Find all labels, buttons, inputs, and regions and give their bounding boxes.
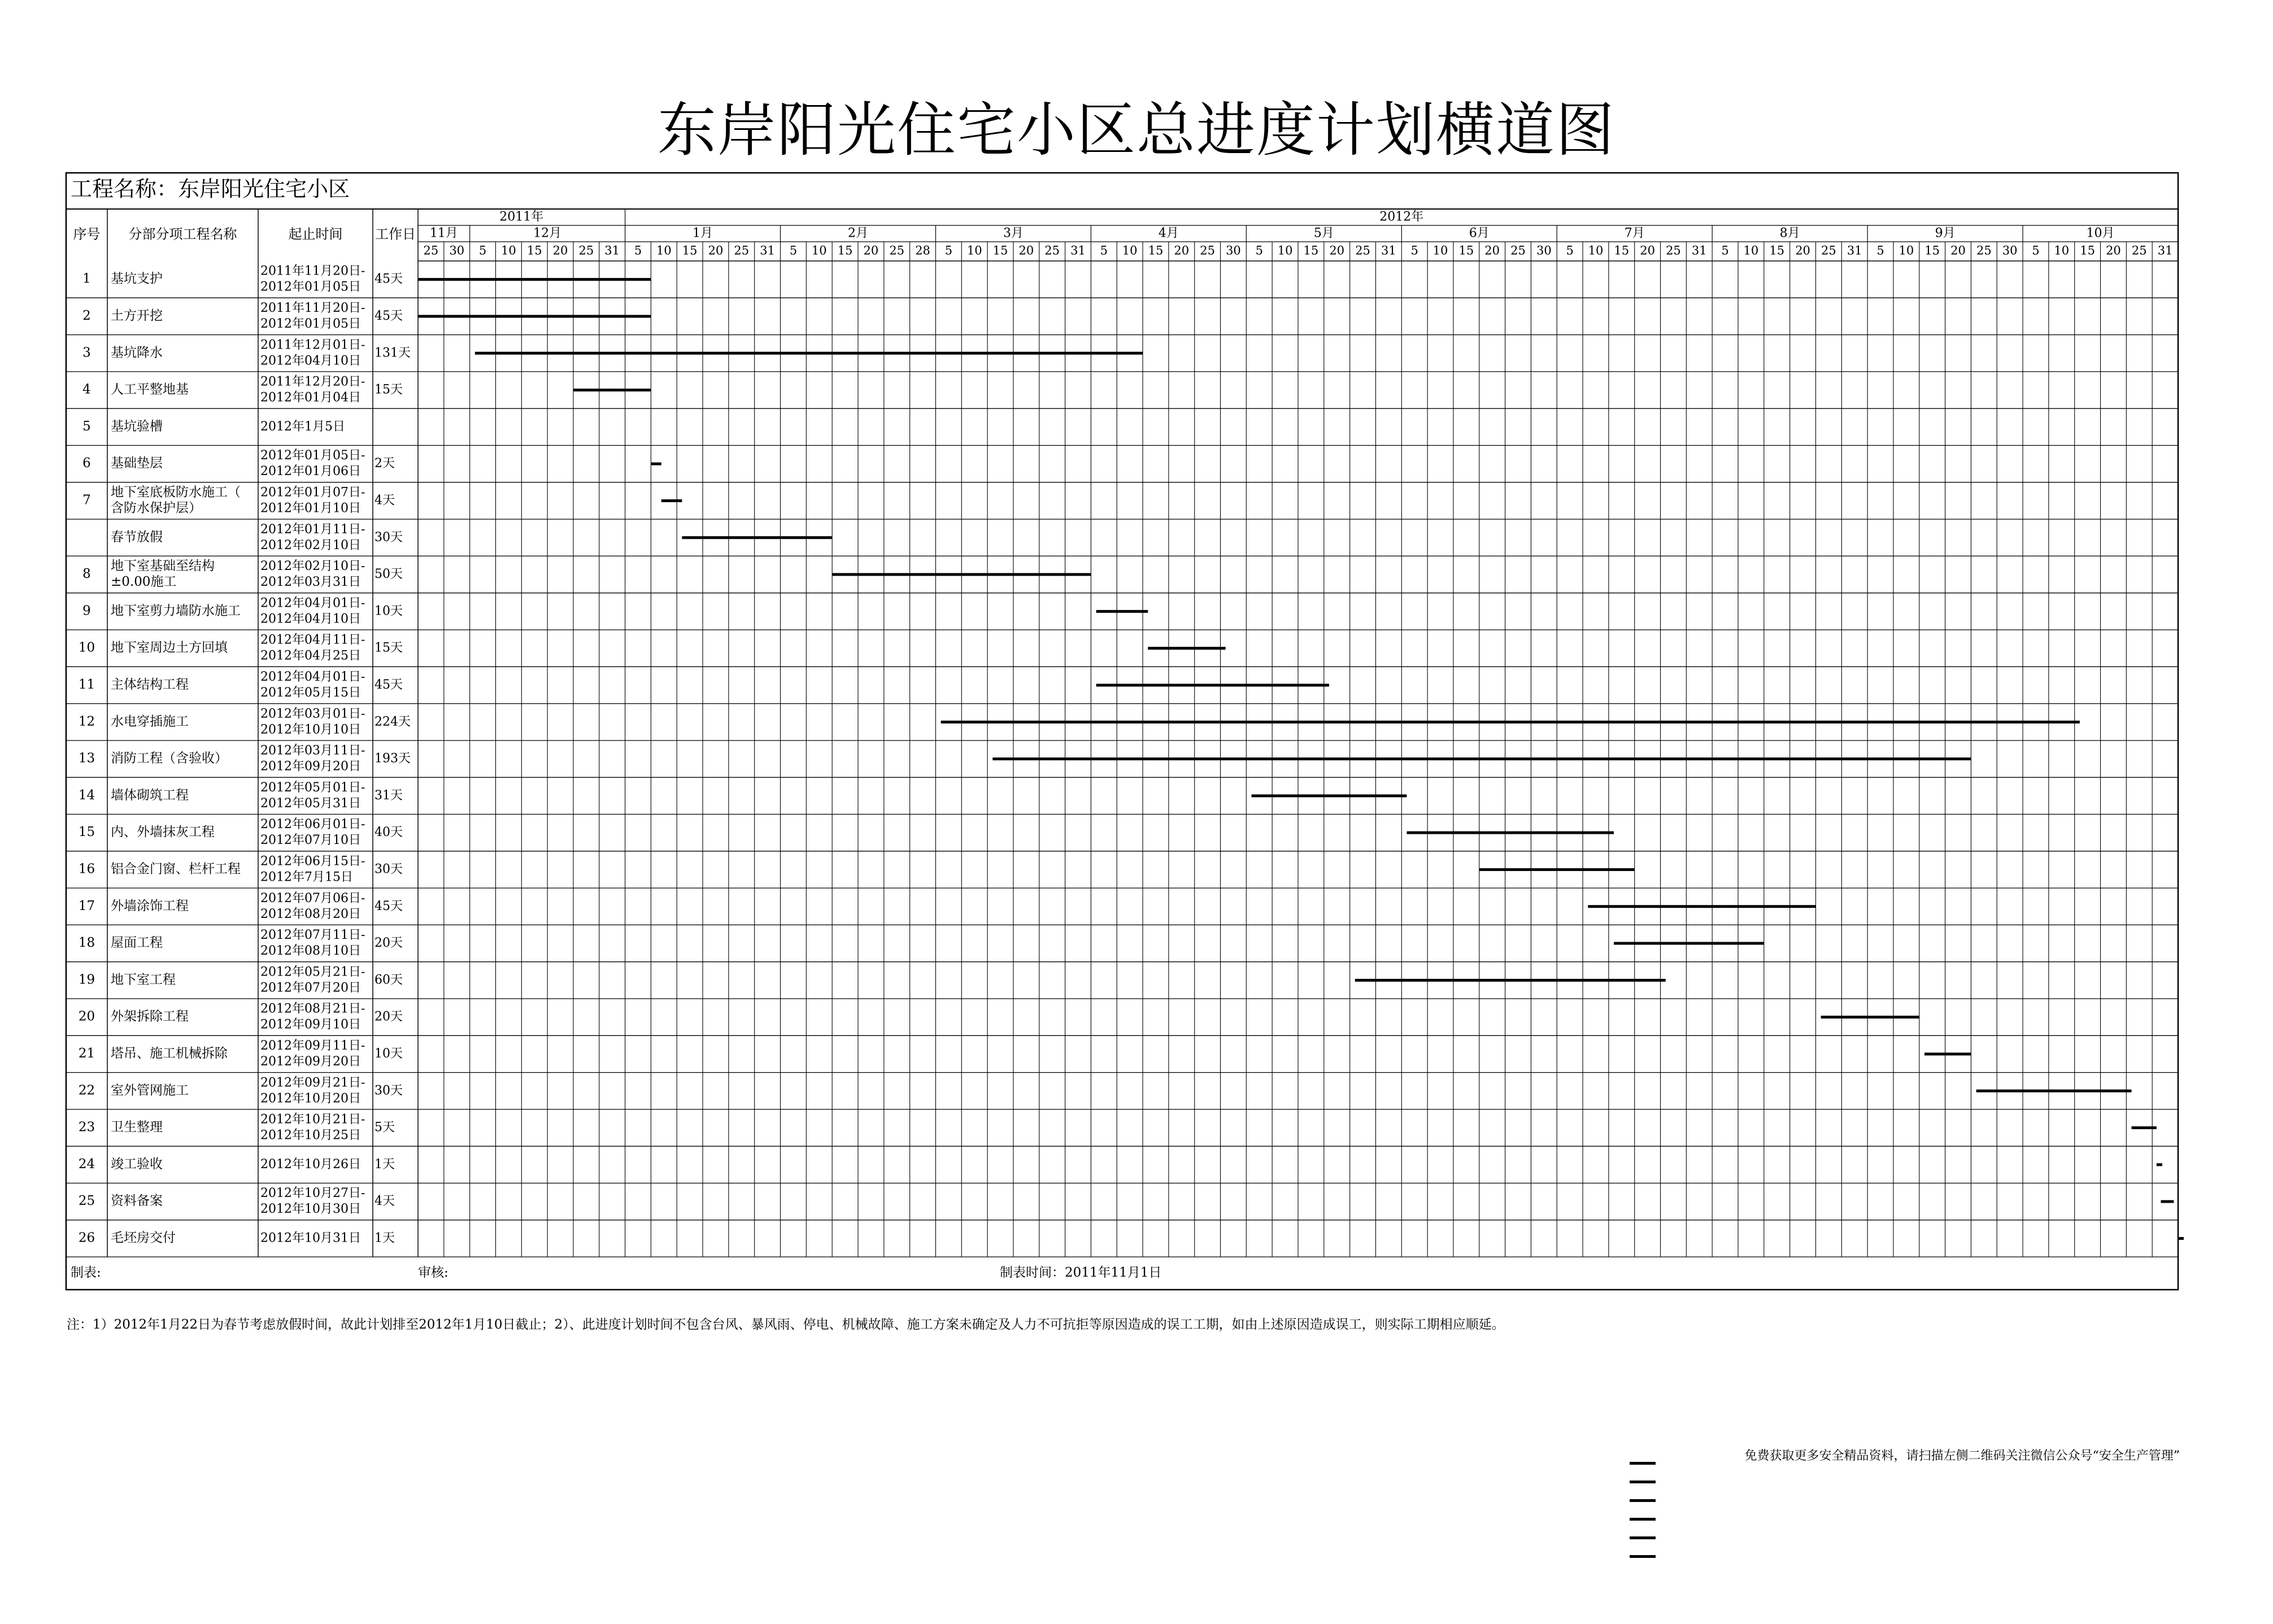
day-tick-label: 10	[1432, 243, 1448, 258]
day-tick-label: 31	[1070, 243, 1086, 258]
task-seq: 23	[78, 1120, 95, 1135]
task-duration: 1天	[375, 1157, 395, 1172]
task-date: 2012年10月25日	[260, 1128, 361, 1143]
month-label: 8月	[1779, 226, 1800, 241]
task-date: 2012年03月11日-	[260, 743, 365, 758]
day-tick-label: 25	[1510, 243, 1526, 258]
task-duration: 2天	[375, 456, 395, 471]
task-seq: 13	[78, 751, 95, 766]
header-time: 起止时间	[288, 226, 343, 242]
task-seq: 18	[78, 935, 95, 951]
month-label: 11月	[429, 226, 458, 241]
task-date: 2012年10月20日	[260, 1091, 361, 1106]
task-duration: 1天	[375, 1231, 395, 1246]
day-tick-label: 5	[1410, 243, 1418, 258]
task-seq: 12	[78, 714, 95, 729]
task-seq: 5	[82, 419, 91, 434]
month-label: 2月	[848, 226, 868, 241]
task-duration: 45天	[375, 677, 403, 692]
task-date: 2012年10月30日	[260, 1202, 361, 1217]
task-name: 塔吊、施工机械拆除	[111, 1046, 228, 1061]
task-name: 地下室工程	[111, 972, 176, 987]
task-date: 2012年01月05日	[260, 280, 361, 294]
task-name: 地下室基础至结构	[111, 559, 215, 574]
month-label: 9月	[1935, 226, 1956, 241]
task-date: 2012年07月06日-	[260, 891, 365, 905]
day-tick-label: 20	[708, 243, 724, 258]
day-tick-label: 20	[552, 243, 568, 258]
day-tick-label: 10	[2054, 243, 2070, 258]
day-tick-label: 15	[1924, 243, 1940, 258]
task-seq: 11	[78, 677, 95, 692]
day-tick-label: 31	[1381, 243, 1396, 258]
task-date: 2012年03月01日-	[260, 707, 365, 721]
task-duration: 40天	[375, 825, 403, 840]
task-name: 基坑降水	[111, 345, 163, 360]
task-duration: 20天	[375, 936, 403, 951]
task-date: 2012年01月05日	[260, 316, 361, 331]
task-date: 2012年04月01日-	[260, 596, 365, 611]
task-duration: 10天	[375, 1046, 403, 1061]
task-date: 2012年01月10日	[260, 501, 361, 516]
task-date: 2011年11月20日-	[260, 301, 365, 315]
day-tick-label: 25	[1821, 243, 1836, 258]
task-date: 2012年10月27日-	[260, 1186, 365, 1201]
header-duration: 工作日	[375, 226, 416, 242]
footer-reviewer: 审核:	[418, 1265, 448, 1281]
day-tick-label: 25	[889, 243, 905, 258]
day-tick-label: 5	[1100, 243, 1108, 258]
day-tick-label: 5	[634, 243, 642, 258]
task-date: 2012年09月10日	[260, 1017, 361, 1032]
task-duration: 50天	[375, 567, 403, 582]
month-label: 3月	[1003, 226, 1024, 241]
day-tick-label: 15	[682, 243, 698, 258]
task-duration: 30天	[375, 1083, 403, 1098]
day-tick-label: 25	[423, 243, 439, 258]
day-tick-label: 25	[1355, 243, 1370, 258]
day-tick-label: 15	[1458, 243, 1474, 258]
task-seq: 1	[82, 271, 91, 286]
task-date: 2012年1月5日	[260, 419, 345, 434]
day-tick-label: 31	[1691, 243, 1707, 258]
day-tick-label: 15	[526, 243, 542, 258]
task-name: 含防水保护层）	[111, 500, 202, 516]
month-label: 5月	[1313, 226, 1334, 241]
task-seq: 14	[78, 787, 95, 803]
task-name: 基坑支护	[111, 271, 163, 286]
task-seq: 19	[78, 972, 95, 987]
task-seq: 26	[78, 1230, 95, 1246]
promo-text: 免费获取更多安全精品资料，请扫描左侧二维码关注微信公众号“安全生产管理”	[1744, 1449, 2180, 1463]
header-seq: 序号	[73, 226, 101, 242]
task-duration: 45天	[375, 272, 403, 286]
task-date: 2012年02月10日-	[260, 559, 365, 574]
month-label: 7月	[1624, 226, 1645, 241]
task-duration: 10天	[375, 604, 403, 619]
day-tick-label: 20	[1950, 243, 1966, 258]
day-tick-label: 20	[1640, 243, 1655, 258]
task-date: 2012年05月15日	[260, 685, 361, 700]
task-date: 2012年04月25日	[260, 648, 361, 663]
day-tick-label: 30	[2002, 243, 2018, 258]
day-tick-label: 10	[1743, 243, 1759, 258]
task-seq: 8	[82, 567, 91, 582]
month-label: 1月	[693, 226, 713, 241]
day-tick-label: 20	[1174, 243, 1190, 258]
task-name: 屋面工程	[111, 935, 163, 951]
day-tick-label: 20	[863, 243, 879, 258]
day-tick-label: 31	[760, 243, 775, 258]
day-tick-label: 30	[1226, 243, 1241, 258]
task-date: 2012年04月10日	[260, 612, 361, 626]
task-duration: 224天	[375, 715, 411, 729]
day-tick-label: 20	[1484, 243, 1500, 258]
task-date: 2012年10月10日	[260, 722, 361, 737]
day-tick-label: 5	[2032, 243, 2040, 258]
task-date: 2012年09月20日	[260, 759, 361, 774]
task-seq: 16	[78, 861, 95, 877]
month-label: 12月	[533, 226, 562, 241]
schedule-notes: 注：1）2012年1月22日为春节考虑放假时间，故此计划排至2012年1月10日截止；2）、此进度计划时间不包含台风、暴风雨、停电、机械故障、施工方案未确定及人力不可抗拒等原因造成的误工工期，如由上述原因造成误工，则实际工期相应顺延。	[67, 1317, 1505, 1332]
task-date: 2012年09月21日-	[260, 1076, 365, 1090]
day-tick-label: 15	[1614, 243, 1630, 258]
task-name: 墙体砌筑工程	[111, 787, 189, 803]
task-date: 2011年12月01日-	[260, 338, 365, 352]
task-seq: 24	[78, 1156, 95, 1172]
day-tick-label: 20	[1795, 243, 1810, 258]
task-name: 卫生整理	[111, 1120, 163, 1135]
task-date: 2012年01月05日-	[260, 449, 365, 463]
task-name: 外架拆除工程	[111, 1009, 189, 1024]
task-seq: 25	[78, 1194, 95, 1209]
task-date: 2012年06月01日-	[260, 817, 365, 832]
task-duration: 45天	[375, 308, 403, 323]
task-date: 2012年08月20日	[260, 907, 361, 921]
day-tick-label: 5	[1721, 243, 1729, 258]
task-date: 2012年7月15日	[260, 870, 353, 885]
task-name: 基础垫层	[111, 456, 163, 471]
task-date: 2012年10月26日	[260, 1157, 361, 1172]
task-name: 人工平整地基	[111, 382, 189, 397]
header-name: 分部分项工程名称	[128, 226, 237, 242]
task-date: 2012年10月31日	[260, 1231, 361, 1246]
project-name: 工程名称：东岸阳光住宅小区	[71, 176, 350, 202]
task-seq: 22	[78, 1083, 95, 1098]
day-tick-label: 25	[1666, 243, 1681, 258]
task-date: 2012年01月07日-	[260, 485, 365, 500]
task-name: 水电穿插施工	[111, 714, 189, 729]
task-duration: 131天	[375, 346, 411, 360]
day-tick-label: 10	[1898, 243, 1914, 258]
day-tick-label: 15	[2080, 243, 2095, 258]
task-name: 地下室周边土方回填	[111, 640, 228, 655]
task-seq: 6	[82, 456, 91, 471]
task-date: 2012年08月21日-	[260, 1002, 365, 1016]
task-duration: 15天	[375, 641, 403, 655]
day-tick-label: 25	[1976, 243, 1992, 258]
day-tick-label: 20	[2106, 243, 2121, 258]
task-seq: 20	[78, 1009, 95, 1024]
task-date: 2012年05月31日	[260, 796, 361, 811]
day-tick-label: 15	[1769, 243, 1785, 258]
task-name: 地下室剪力墙防水施工	[111, 603, 241, 619]
task-date: 2012年09月11日-	[260, 1038, 365, 1053]
task-name: 资料备案	[111, 1194, 163, 1209]
day-tick-label: 25	[578, 243, 594, 258]
task-date: 2012年03月31日	[260, 575, 361, 590]
day-tick-label: 10	[1122, 243, 1138, 258]
day-tick-label: 20	[1329, 243, 1345, 258]
task-date: 2012年04月10日	[260, 354, 361, 368]
day-tick-label: 31	[604, 243, 620, 258]
task-date: 2012年04月11日-	[260, 633, 365, 647]
task-date: 2012年01月11日-	[260, 522, 365, 537]
day-tick-label: 10	[1588, 243, 1604, 258]
task-date: 2012年09月20日	[260, 1054, 361, 1069]
task-date: 2012年08月10日	[260, 944, 361, 959]
task-duration: 4天	[375, 1194, 395, 1209]
task-date: 2011年11月20日-	[260, 264, 365, 278]
task-seq: 4	[82, 382, 91, 397]
task-duration: 4天	[375, 493, 395, 508]
task-seq: 9	[82, 603, 91, 619]
task-duration: 31天	[375, 788, 403, 803]
task-name: 消防工程（含验收）	[111, 751, 228, 766]
task-duration: 20天	[375, 1009, 403, 1024]
day-tick-label: 25	[2131, 243, 2147, 258]
task-date: 2012年04月01日-	[260, 669, 365, 684]
task-seq: 17	[78, 898, 95, 913]
task-name: 主体结构工程	[111, 677, 189, 692]
day-tick-label: 30	[449, 243, 465, 258]
task-name: 铝合金门窗、栏杆工程	[111, 861, 241, 877]
year-label: 2012年	[1379, 210, 1424, 224]
day-tick-label: 10	[1277, 243, 1293, 258]
task-name: 地下室底板防水施工（	[111, 485, 241, 500]
month-label: 6月	[1469, 226, 1490, 241]
day-tick-label: 30	[1536, 243, 1552, 258]
day-tick-label: 15	[992, 243, 1008, 258]
task-name: 基坑验槽	[111, 419, 163, 434]
task-name: 外墙涂饰工程	[111, 898, 189, 913]
task-date: 2012年01月04日	[260, 390, 361, 405]
task-duration: 5天	[375, 1120, 395, 1135]
task-seq: 10	[78, 640, 95, 655]
task-date: 2011年12月20日-	[260, 375, 365, 389]
day-tick-label: 15	[1148, 243, 1164, 258]
task-date: 2012年01月06日	[260, 464, 361, 479]
task-date: 2012年07月20日	[260, 981, 361, 995]
day-tick-label: 10	[966, 243, 982, 258]
day-tick-label: 5	[1876, 243, 1884, 258]
day-tick-label: 25	[734, 243, 750, 258]
qr-code-icon	[1630, 1462, 1656, 1564]
day-tick-label: 10	[501, 243, 516, 258]
day-tick-label: 28	[915, 243, 930, 258]
task-name: 内、外墙抹灰工程	[111, 825, 215, 840]
task-duration: 193天	[375, 751, 411, 766]
task-date: 2012年05月21日-	[260, 965, 365, 979]
task-duration: 30天	[375, 862, 403, 877]
page-title: 东岸阳光住宅小区总进度计划横道图	[657, 95, 1616, 164]
task-seq: 15	[78, 825, 95, 840]
day-tick-label: 31	[1847, 243, 1862, 258]
footer-maker: 制表:	[71, 1265, 101, 1281]
task-date: 2012年07月10日	[260, 833, 361, 848]
task-date: 2012年07月11日-	[260, 928, 365, 943]
day-tick-label: 25	[1044, 243, 1060, 258]
task-date: 2012年10月21日-	[260, 1112, 365, 1127]
day-tick-label: 25	[1200, 243, 1215, 258]
day-tick-label: 31	[2157, 243, 2173, 258]
month-label: 4月	[1158, 226, 1179, 241]
task-seq: 3	[82, 345, 91, 360]
task-name: 毛坯房交付	[111, 1230, 176, 1246]
task-date: 2012年02月10日	[260, 538, 361, 552]
year-label: 2011年	[499, 210, 544, 224]
task-name: 室外管网施工	[111, 1083, 189, 1098]
task-name: 土方开挖	[111, 308, 163, 323]
day-tick-label: 5	[944, 243, 953, 258]
day-tick-label: 20	[1018, 243, 1034, 258]
day-tick-label: 5	[1255, 243, 1263, 258]
day-tick-label: 15	[837, 243, 853, 258]
month-label: 10月	[2086, 226, 2115, 241]
task-seq: 7	[82, 493, 91, 508]
task-duration: 45天	[375, 899, 403, 913]
task-date: 2012年05月01日-	[260, 780, 365, 795]
day-tick-label: 5	[789, 243, 798, 258]
task-seq: 2	[82, 308, 91, 323]
task-name: ±0.00施工	[111, 574, 177, 590]
day-tick-label: 15	[1303, 243, 1319, 258]
task-duration: 30天	[375, 530, 403, 545]
day-tick-label: 5	[478, 243, 487, 258]
task-name: 春节放假	[111, 529, 163, 545]
task-duration: 15天	[375, 382, 403, 397]
day-tick-label: 10	[656, 243, 672, 258]
task-seq: 21	[78, 1046, 95, 1061]
day-tick-label: 5	[1566, 243, 1574, 258]
task-duration: 60天	[375, 973, 403, 987]
task-name: 竣工验收	[111, 1156, 163, 1172]
task-date: 2012年06月15日-	[260, 854, 365, 869]
day-tick-label: 10	[811, 243, 827, 258]
footer-date: 制表时间：2011年11月1日	[1000, 1265, 1162, 1281]
